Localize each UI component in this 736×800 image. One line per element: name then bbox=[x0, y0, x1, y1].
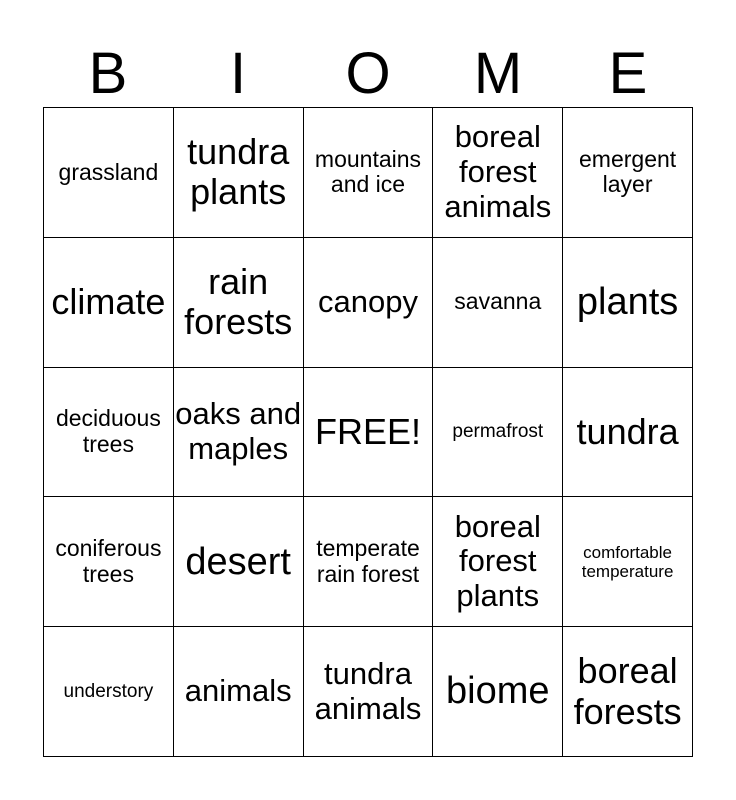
bingo-cell[interactable] bbox=[304, 497, 434, 627]
cell-label: savanna bbox=[454, 288, 542, 315]
cell-label: boreal forests bbox=[573, 650, 682, 732]
bingo-cell[interactable] bbox=[433, 497, 563, 627]
cell-label: animals bbox=[184, 673, 292, 709]
cell-label: mountains and ice bbox=[314, 145, 422, 198]
bingo-cell[interactable] bbox=[304, 108, 434, 238]
cell-label: plants bbox=[576, 280, 679, 323]
cell-label: permafrost bbox=[452, 421, 544, 443]
cell-label: biome bbox=[446, 670, 550, 713]
bingo-cell[interactable] bbox=[433, 368, 563, 498]
cell-label: climate bbox=[51, 281, 166, 323]
bingo-grid bbox=[43, 107, 693, 757]
bingo-cell[interactable] bbox=[563, 497, 693, 627]
bingo-cell[interactable] bbox=[44, 368, 174, 498]
bingo-cell[interactable] bbox=[44, 497, 174, 627]
bingo-header bbox=[43, 40, 693, 108]
bingo-cell[interactable] bbox=[174, 368, 304, 498]
cell-label: tundra animals bbox=[314, 655, 422, 726]
bingo-cell[interactable] bbox=[174, 497, 304, 627]
bingo-cell[interactable] bbox=[433, 108, 563, 238]
cell-label: comfortable temperature bbox=[581, 542, 674, 581]
bingo-cell[interactable] bbox=[563, 108, 693, 238]
bingo-cell[interactable] bbox=[433, 627, 563, 757]
bingo-cell[interactable] bbox=[563, 368, 693, 498]
bingo-cell[interactable] bbox=[44, 108, 174, 238]
bingo-cell[interactable] bbox=[304, 627, 434, 757]
cell-label: boreal forest plants bbox=[454, 508, 541, 614]
cell-label: emergent layer bbox=[579, 145, 677, 198]
cell-label: tundra plants bbox=[187, 131, 290, 213]
header-letter-b: B bbox=[88, 41, 128, 106]
bingo-cell[interactable] bbox=[304, 238, 434, 368]
bingo-cell[interactable] bbox=[174, 108, 304, 238]
header-letter-i: I bbox=[229, 41, 247, 106]
bingo-cell[interactable] bbox=[563, 238, 693, 368]
cell-label: rain forests bbox=[184, 260, 293, 343]
cell-label: understory bbox=[63, 680, 154, 702]
header-letter-m: M bbox=[473, 41, 523, 106]
header-letter-e: E bbox=[608, 41, 648, 106]
cell-label: grassland bbox=[58, 158, 159, 185]
cell-label: boreal forest animals bbox=[444, 119, 552, 224]
cell-label: deciduous trees bbox=[55, 405, 161, 457]
cell-label: coniferous trees bbox=[55, 535, 162, 587]
cell-label: oaks and maples bbox=[175, 396, 302, 466]
bingo-cell[interactable] bbox=[433, 238, 563, 368]
bingo-cell free-space[interactable] bbox=[304, 368, 434, 498]
bingo-cell[interactable] bbox=[174, 238, 304, 368]
bingo-cell[interactable] bbox=[174, 627, 304, 757]
bingo-cell[interactable] bbox=[563, 627, 693, 757]
cell-label: temperate rain forest bbox=[316, 535, 420, 587]
cell-label: FREE! bbox=[314, 410, 421, 452]
cell-label: tundra bbox=[576, 410, 679, 452]
bingo-cell[interactable] bbox=[44, 627, 174, 757]
header-letter-o: O bbox=[345, 41, 391, 106]
bingo-cell[interactable] bbox=[44, 238, 174, 368]
cell-label: desert bbox=[185, 540, 291, 583]
cell-label: canopy bbox=[318, 283, 418, 319]
